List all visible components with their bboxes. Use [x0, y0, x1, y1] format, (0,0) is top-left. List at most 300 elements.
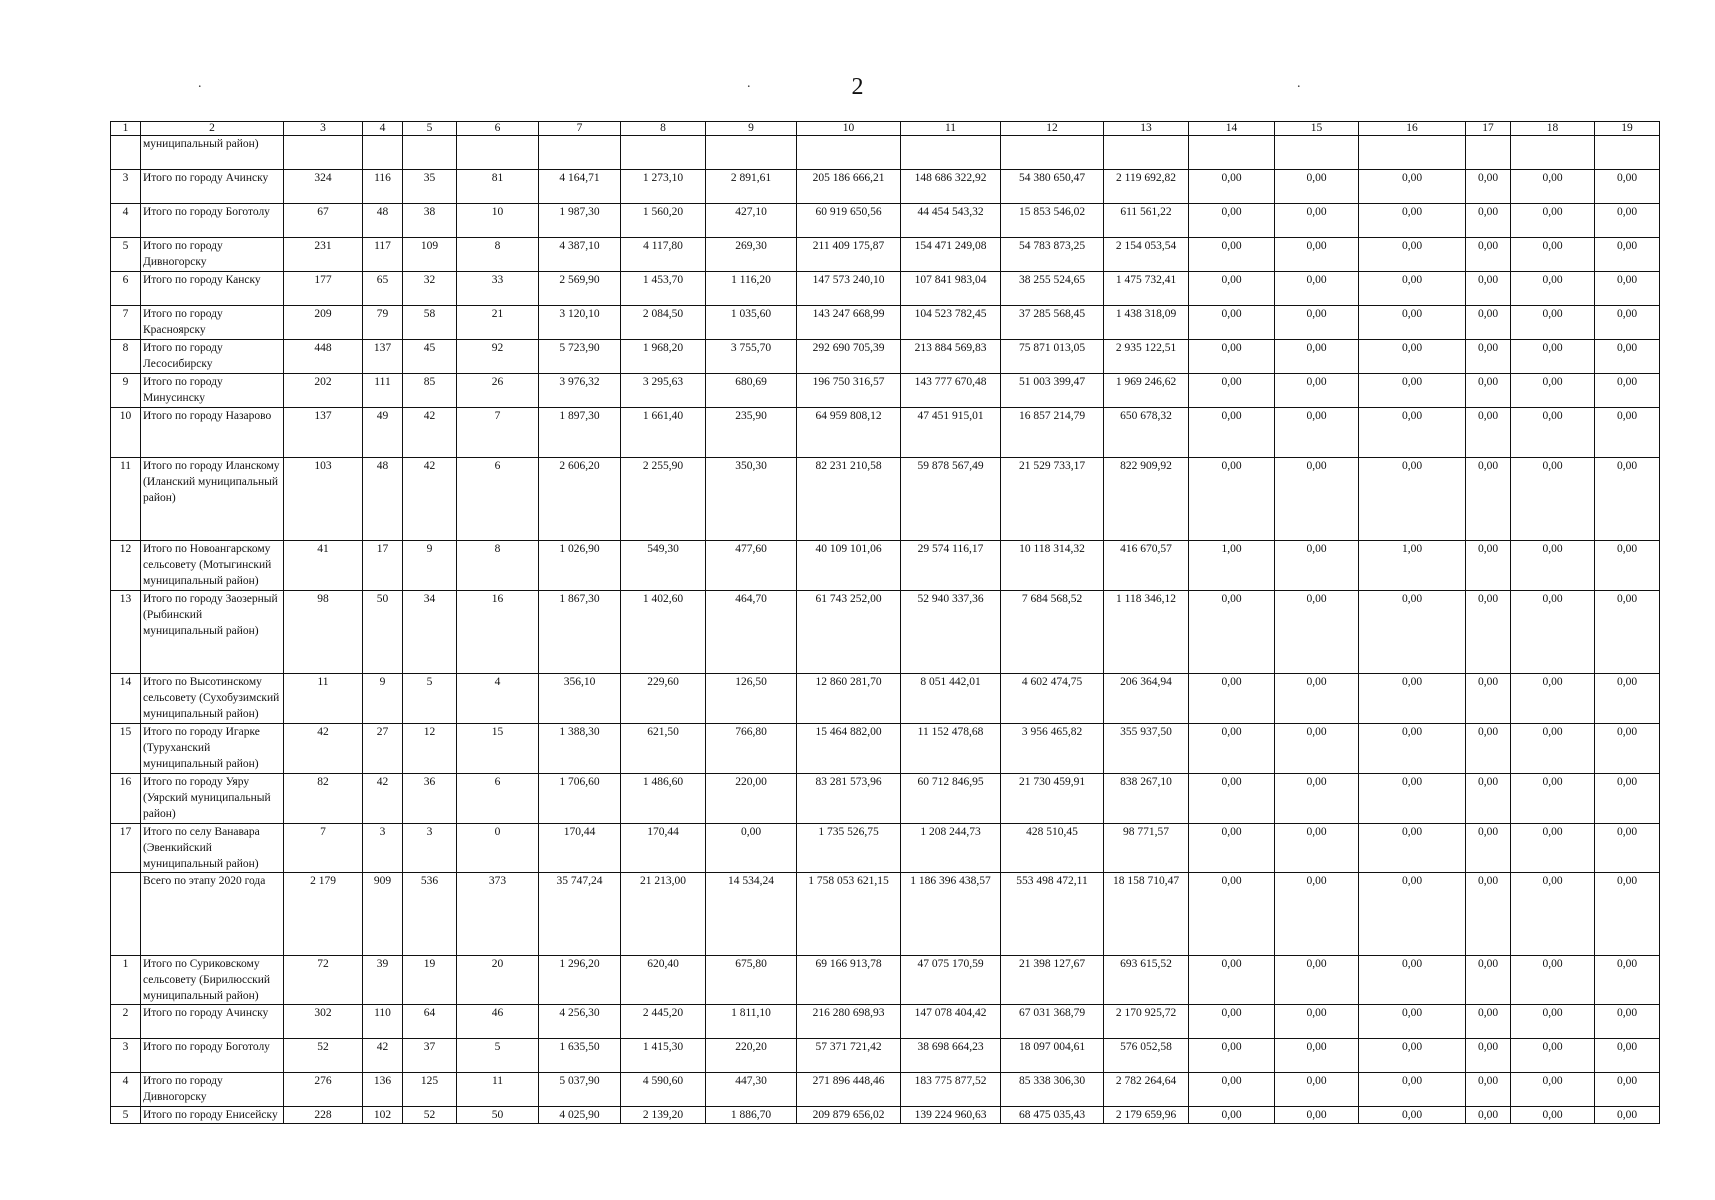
value-cell: 0,00 — [1275, 1107, 1359, 1124]
value-cell: 1 475 732,41 — [1104, 272, 1189, 306]
table-row — [111, 204, 1660, 238]
value-cell: 137 — [363, 340, 403, 374]
value-cell: 0,00 — [1466, 541, 1511, 591]
value-cell: 14 534,24 — [706, 873, 797, 956]
value-cell: 125 — [403, 1073, 457, 1107]
value-cell: 42 — [363, 1039, 403, 1073]
header-cell: 12 — [1001, 122, 1104, 136]
value-cell: 0,00 — [1189, 674, 1275, 724]
value-cell: 107 841 983,04 — [901, 272, 1001, 306]
value-cell: 620,40 — [621, 956, 706, 1005]
value-cell: 27 — [363, 724, 403, 774]
value-cell: 1 968,20 — [621, 340, 706, 374]
value-cell: 18 097 004,61 — [1001, 1039, 1104, 1073]
value-cell: 61 743 252,00 — [797, 591, 901, 674]
value-cell: 1 118 346,12 — [1104, 591, 1189, 674]
value-cell: 1 116,20 — [706, 272, 797, 306]
value-cell: 50 — [457, 1107, 539, 1124]
value-cell: 373 — [457, 873, 539, 956]
row-number-cell: 7 — [111, 306, 141, 340]
value-cell: 0,00 — [1466, 1005, 1511, 1039]
value-cell: 65 — [363, 272, 403, 306]
value-cell: 58 — [403, 306, 457, 340]
value-cell: 0,00 — [1189, 774, 1275, 824]
value-cell: 137 — [284, 408, 363, 458]
value-cell: 0,00 — [1595, 1005, 1660, 1039]
value-cell: 0,00 — [1595, 956, 1660, 1005]
value-cell: 0,00 — [706, 824, 797, 873]
value-cell: 0,00 — [1189, 204, 1275, 238]
row-name-cell: Итого по городу Красноярску — [141, 306, 284, 340]
value-cell: 2 935 122,51 — [1104, 340, 1189, 374]
value-cell: 147 078 404,42 — [901, 1005, 1001, 1039]
value-cell: 292 690 705,39 — [797, 340, 901, 374]
value-cell: 0,00 — [1275, 824, 1359, 873]
header-cell: 7 — [539, 122, 621, 136]
value-cell: 48 — [363, 458, 403, 541]
value-cell: 0 — [457, 824, 539, 873]
value-cell: 324 — [284, 170, 363, 204]
value-cell: 0,00 — [1189, 1107, 1275, 1124]
value-cell: 68 475 035,43 — [1001, 1107, 1104, 1124]
value-cell: 1 987,30 — [539, 204, 621, 238]
value-cell — [1104, 136, 1189, 170]
value-cell: 117 — [363, 238, 403, 272]
header-cell: 8 — [621, 122, 706, 136]
row-name-cell: Итого по Суриковскому сельсовету (Бирилюсский муниципальный район) — [141, 956, 284, 1005]
scan-mark: . — [1297, 76, 1301, 91]
row-number-cell: 15 — [111, 724, 141, 774]
table-body — [111, 122, 1660, 1124]
value-cell: 0,00 — [1275, 724, 1359, 774]
row-number-cell: 8 — [111, 340, 141, 374]
value-cell: 2 139,20 — [621, 1107, 706, 1124]
row-name-cell: Итого по Высотинскому сельсовету (Сухобузимский муниципальный район) — [141, 674, 284, 724]
row-name-cell: Итого по городу Лесосибирску — [141, 340, 284, 374]
value-cell: 6 — [457, 458, 539, 541]
header-cell: 11 — [901, 122, 1001, 136]
header-cell: 13 — [1104, 122, 1189, 136]
value-cell: 29 574 116,17 — [901, 541, 1001, 591]
value-cell: 350,30 — [706, 458, 797, 541]
value-cell: 0,00 — [1511, 1107, 1595, 1124]
value-cell: 3 295,63 — [621, 374, 706, 408]
value-cell: 0,00 — [1595, 724, 1660, 774]
value-cell: 51 003 399,47 — [1001, 374, 1104, 408]
value-cell: 0,00 — [1189, 340, 1275, 374]
value-cell: 36 — [403, 774, 457, 824]
value-cell: 1 415,30 — [621, 1039, 706, 1073]
value-cell: 54 380 650,47 — [1001, 170, 1104, 204]
value-cell: 5 — [403, 674, 457, 724]
value-cell — [1001, 136, 1104, 170]
value-cell: 41 — [284, 541, 363, 591]
header-cell: 3 — [284, 122, 363, 136]
value-cell: 1 208 244,73 — [901, 824, 1001, 873]
value-cell: 67 — [284, 204, 363, 238]
value-cell: 822 909,92 — [1104, 458, 1189, 541]
value-cell: 0,00 — [1595, 591, 1660, 674]
value-cell: 59 878 567,49 — [901, 458, 1001, 541]
table-row — [111, 458, 1660, 541]
value-cell: 0,00 — [1595, 1107, 1660, 1124]
value-cell: 448 — [284, 340, 363, 374]
value-cell: 0,00 — [1189, 1005, 1275, 1039]
value-cell: 0,00 — [1359, 340, 1466, 374]
row-number-cell: 4 — [111, 1073, 141, 1107]
value-cell: 1 867,30 — [539, 591, 621, 674]
value-cell — [621, 136, 706, 170]
value-cell: 126,50 — [706, 674, 797, 724]
value-cell: 4 164,71 — [539, 170, 621, 204]
value-cell: 2 179 — [284, 873, 363, 956]
value-cell: 1 706,60 — [539, 774, 621, 824]
value-cell: 0,00 — [1511, 458, 1595, 541]
value-cell: 211 409 175,87 — [797, 238, 901, 272]
value-cell: 576 052,58 — [1104, 1039, 1189, 1073]
value-cell: 37 285 568,45 — [1001, 306, 1104, 340]
value-cell: 5 037,90 — [539, 1073, 621, 1107]
value-cell: 67 031 368,79 — [1001, 1005, 1104, 1039]
value-cell: 206 364,94 — [1104, 674, 1189, 724]
value-cell: 0,00 — [1359, 1039, 1466, 1073]
row-number-cell: 17 — [111, 824, 141, 873]
value-cell: 0,00 — [1595, 238, 1660, 272]
value-cell: 6 — [457, 774, 539, 824]
value-cell: 0,00 — [1189, 591, 1275, 674]
value-cell: 42 — [284, 724, 363, 774]
value-cell: 7 — [284, 824, 363, 873]
value-cell: 17 — [363, 541, 403, 591]
row-number-cell: 11 — [111, 458, 141, 541]
value-cell: 47 075 170,59 — [901, 956, 1001, 1005]
value-cell: 54 783 873,25 — [1001, 238, 1104, 272]
value-cell: 3 956 465,82 — [1001, 724, 1104, 774]
value-cell: 0,00 — [1359, 170, 1466, 204]
value-cell: 42 — [363, 774, 403, 824]
value-cell — [284, 136, 363, 170]
value-cell: 231 — [284, 238, 363, 272]
value-cell: 229,60 — [621, 674, 706, 724]
value-cell: 3 755,70 — [706, 340, 797, 374]
value-cell: 0,00 — [1511, 541, 1595, 591]
value-cell: 220,20 — [706, 1039, 797, 1073]
value-cell: 355 937,50 — [1104, 724, 1189, 774]
value-cell: 427,10 — [706, 204, 797, 238]
value-cell: 85 338 306,30 — [1001, 1073, 1104, 1107]
value-cell: 7 684 568,52 — [1001, 591, 1104, 674]
value-cell: 0,00 — [1359, 272, 1466, 306]
value-cell: 4 117,80 — [621, 238, 706, 272]
value-cell: 42 — [403, 458, 457, 541]
table-row — [111, 1107, 1660, 1124]
value-cell: 26 — [457, 374, 539, 408]
value-cell: 0,00 — [1189, 724, 1275, 774]
value-cell: 0,00 — [1595, 306, 1660, 340]
value-cell: 154 471 249,08 — [901, 238, 1001, 272]
row-number-cell: 13 — [111, 591, 141, 674]
value-cell: 0,00 — [1275, 374, 1359, 408]
value-cell: 32 — [403, 272, 457, 306]
row-number-cell: 6 — [111, 272, 141, 306]
value-cell: 4 387,10 — [539, 238, 621, 272]
value-cell: 0,00 — [1189, 408, 1275, 458]
value-cell: 0,00 — [1595, 340, 1660, 374]
value-cell: 0,00 — [1189, 272, 1275, 306]
table-row — [111, 724, 1660, 774]
value-cell: 0,00 — [1275, 238, 1359, 272]
value-cell: 0,00 — [1359, 306, 1466, 340]
value-cell: 1 486,60 — [621, 774, 706, 824]
row-number-cell: 5 — [111, 1107, 141, 1124]
value-cell: 196 750 316,57 — [797, 374, 901, 408]
value-cell: 675,80 — [706, 956, 797, 1005]
value-cell: 1 886,70 — [706, 1107, 797, 1124]
row-number-cell: 1 — [111, 956, 141, 1005]
value-cell: 4 256,30 — [539, 1005, 621, 1039]
value-cell: 34 — [403, 591, 457, 674]
value-cell: 0,00 — [1275, 956, 1359, 1005]
value-cell: 0,00 — [1595, 674, 1660, 724]
row-name-cell: Итого по городу Уяру (Уярский муниципальный район) — [141, 774, 284, 824]
value-cell: 447,30 — [706, 1073, 797, 1107]
scan-mark: . — [747, 76, 751, 91]
value-cell: 0,00 — [1466, 956, 1511, 1005]
value-cell: 9 — [403, 541, 457, 591]
value-cell: 0,00 — [1189, 1039, 1275, 1073]
value-cell — [706, 136, 797, 170]
value-cell: 0,00 — [1359, 238, 1466, 272]
value-cell: 85 — [403, 374, 457, 408]
value-cell: 1 969 246,62 — [1104, 374, 1189, 408]
value-cell — [403, 136, 457, 170]
header-cell: 16 — [1359, 122, 1466, 136]
value-cell: 3 120,10 — [539, 306, 621, 340]
value-cell: 104 523 782,45 — [901, 306, 1001, 340]
value-cell: 1 758 053 621,15 — [797, 873, 901, 956]
value-cell: 21 529 733,17 — [1001, 458, 1104, 541]
row-number-cell: 12 — [111, 541, 141, 591]
table-row — [111, 1039, 1660, 1073]
value-cell — [539, 136, 621, 170]
value-cell: 177 — [284, 272, 363, 306]
value-cell: 11 152 478,68 — [901, 724, 1001, 774]
value-cell: 1 635,50 — [539, 1039, 621, 1073]
table-row — [111, 136, 1660, 170]
value-cell: 52 — [403, 1107, 457, 1124]
value-cell: 57 371 721,42 — [797, 1039, 901, 1073]
value-cell: 0,00 — [1189, 238, 1275, 272]
value-cell: 139 224 960,63 — [901, 1107, 1001, 1124]
value-cell: 553 498 472,11 — [1001, 873, 1104, 956]
value-cell — [901, 136, 1001, 170]
value-cell: 0,00 — [1511, 824, 1595, 873]
value-cell: 838 267,10 — [1104, 774, 1189, 824]
value-cell: 0,00 — [1466, 1073, 1511, 1107]
value-cell: 766,80 — [706, 724, 797, 774]
value-cell: 0,00 — [1466, 1107, 1511, 1124]
value-cell — [457, 136, 539, 170]
value-cell: 271 896 448,46 — [797, 1073, 901, 1107]
value-cell: 0,00 — [1189, 374, 1275, 408]
value-cell: 10 — [457, 204, 539, 238]
value-cell: 9 — [363, 674, 403, 724]
value-cell: 356,10 — [539, 674, 621, 724]
value-cell: 46 — [457, 1005, 539, 1039]
table-row — [111, 674, 1660, 724]
value-cell: 0,00 — [1595, 774, 1660, 824]
value-cell: 0,00 — [1466, 458, 1511, 541]
value-cell: 81 — [457, 170, 539, 204]
value-cell: 1,00 — [1189, 541, 1275, 591]
value-cell: 0,00 — [1466, 1039, 1511, 1073]
value-cell: 42 — [403, 408, 457, 458]
value-cell: 0,00 — [1466, 170, 1511, 204]
header-cell: 10 — [797, 122, 901, 136]
table-row — [111, 591, 1660, 674]
value-cell: 0,00 — [1511, 956, 1595, 1005]
value-cell: 82 — [284, 774, 363, 824]
value-cell: 170,44 — [539, 824, 621, 873]
row-number-cell: 3 — [111, 170, 141, 204]
value-cell: 69 166 913,78 — [797, 956, 901, 1005]
table-row — [111, 238, 1660, 272]
row-number-cell: 2 — [111, 1005, 141, 1039]
value-cell: 83 281 573,96 — [797, 774, 901, 824]
value-cell: 0,00 — [1466, 674, 1511, 724]
value-cell: 148 686 322,92 — [901, 170, 1001, 204]
table-row — [111, 306, 1660, 340]
value-cell: 0,00 — [1511, 306, 1595, 340]
value-cell: 11 — [457, 1073, 539, 1107]
value-cell: 0,00 — [1359, 873, 1466, 956]
value-cell: 1 811,10 — [706, 1005, 797, 1039]
value-cell: 1 296,20 — [539, 956, 621, 1005]
header-cell: 9 — [706, 122, 797, 136]
value-cell — [1595, 136, 1660, 170]
value-cell: 136 — [363, 1073, 403, 1107]
value-cell: 48 — [363, 204, 403, 238]
row-name-cell: Итого по Новоангарскому сельсовету (Мотыгинский муниципальный район) — [141, 541, 284, 591]
value-cell: 183 775 877,52 — [901, 1073, 1001, 1107]
value-cell: 0,00 — [1189, 306, 1275, 340]
value-cell: 110 — [363, 1005, 403, 1039]
value-cell: 202 — [284, 374, 363, 408]
value-cell: 0,00 — [1275, 1039, 1359, 1073]
value-cell: 0,00 — [1466, 374, 1511, 408]
value-cell: 0,00 — [1511, 1073, 1595, 1107]
value-cell: 0,00 — [1511, 340, 1595, 374]
value-cell: 38 698 664,23 — [901, 1039, 1001, 1073]
value-cell: 216 280 698,93 — [797, 1005, 901, 1039]
value-cell: 2 569,90 — [539, 272, 621, 306]
value-cell: 1 273,10 — [621, 170, 706, 204]
value-cell: 15 853 546,02 — [1001, 204, 1104, 238]
value-cell: 5 — [457, 1039, 539, 1073]
value-cell: 1 560,20 — [621, 204, 706, 238]
value-cell: 0,00 — [1466, 591, 1511, 674]
value-cell — [363, 136, 403, 170]
value-cell: 536 — [403, 873, 457, 956]
value-cell: 0,00 — [1359, 774, 1466, 824]
value-cell: 0,00 — [1359, 374, 1466, 408]
value-cell: 111 — [363, 374, 403, 408]
table-row — [111, 956, 1660, 1005]
value-cell: 0,00 — [1466, 824, 1511, 873]
value-cell: 2 154 053,54 — [1104, 238, 1189, 272]
header-cell: 6 — [457, 122, 539, 136]
value-cell: 0,00 — [1511, 238, 1595, 272]
value-cell: 50 — [363, 591, 403, 674]
row-number-cell: 4 — [111, 204, 141, 238]
row-name-cell: Итого по городу Дивногорску — [141, 1073, 284, 1107]
row-name-cell: Итого по городу Дивногорску — [141, 238, 284, 272]
value-cell: 205 186 666,21 — [797, 170, 901, 204]
value-cell: 60 712 846,95 — [901, 774, 1001, 824]
value-cell: 0,00 — [1189, 170, 1275, 204]
value-cell: 477,60 — [706, 541, 797, 591]
value-cell: 64 — [403, 1005, 457, 1039]
value-cell: 170,44 — [621, 824, 706, 873]
value-cell: 0,00 — [1275, 408, 1359, 458]
value-cell: 0,00 — [1595, 458, 1660, 541]
row-name-cell: Итого по городу Назарово — [141, 408, 284, 458]
value-cell: 209 — [284, 306, 363, 340]
value-cell: 21 398 127,67 — [1001, 956, 1104, 1005]
value-cell: 4 — [457, 674, 539, 724]
value-cell: 44 454 543,32 — [901, 204, 1001, 238]
value-cell: 39 — [363, 956, 403, 1005]
row-name-cell: Итого по городу Заозерный (Рыбинский муниципальный район) — [141, 591, 284, 674]
value-cell: 0,00 — [1511, 873, 1595, 956]
value-cell: 0,00 — [1511, 408, 1595, 458]
value-cell: 3 976,32 — [539, 374, 621, 408]
value-cell: 0,00 — [1466, 724, 1511, 774]
table-header-row — [111, 122, 1660, 136]
value-cell: 2 782 264,64 — [1104, 1073, 1189, 1107]
value-cell: 0,00 — [1511, 724, 1595, 774]
value-cell: 0,00 — [1511, 1005, 1595, 1039]
value-cell: 143 247 668,99 — [797, 306, 901, 340]
value-cell: 0,00 — [1466, 340, 1511, 374]
value-cell: 37 — [403, 1039, 457, 1073]
value-cell: 47 451 915,01 — [901, 408, 1001, 458]
row-name-cell: Итого по городу Енисейску — [141, 1107, 284, 1124]
value-cell: 21 213,00 — [621, 873, 706, 956]
row-name-cell: Итого по городу Боготолу — [141, 1039, 284, 1073]
value-cell: 621,50 — [621, 724, 706, 774]
value-cell: 909 — [363, 873, 403, 956]
header-cell: 1 — [111, 122, 141, 136]
value-cell: 38 255 524,65 — [1001, 272, 1104, 306]
row-name-cell: Итого по городу Игарке (Туруханский муниципальный район) — [141, 724, 284, 774]
value-cell: 1 026,90 — [539, 541, 621, 591]
value-cell: 0,00 — [1466, 272, 1511, 306]
value-cell: 8 — [457, 541, 539, 591]
value-cell: 2 119 692,82 — [1104, 170, 1189, 204]
value-cell: 2 891,61 — [706, 170, 797, 204]
value-cell: 1 661,40 — [621, 408, 706, 458]
value-cell: 464,70 — [706, 591, 797, 674]
value-cell: 0,00 — [1595, 170, 1660, 204]
value-cell: 235,90 — [706, 408, 797, 458]
value-cell: 269,30 — [706, 238, 797, 272]
value-cell: 0,00 — [1511, 591, 1595, 674]
value-cell: 2 255,90 — [621, 458, 706, 541]
value-cell: 0,00 — [1275, 458, 1359, 541]
value-cell: 4 025,90 — [539, 1107, 621, 1124]
value-cell: 680,69 — [706, 374, 797, 408]
